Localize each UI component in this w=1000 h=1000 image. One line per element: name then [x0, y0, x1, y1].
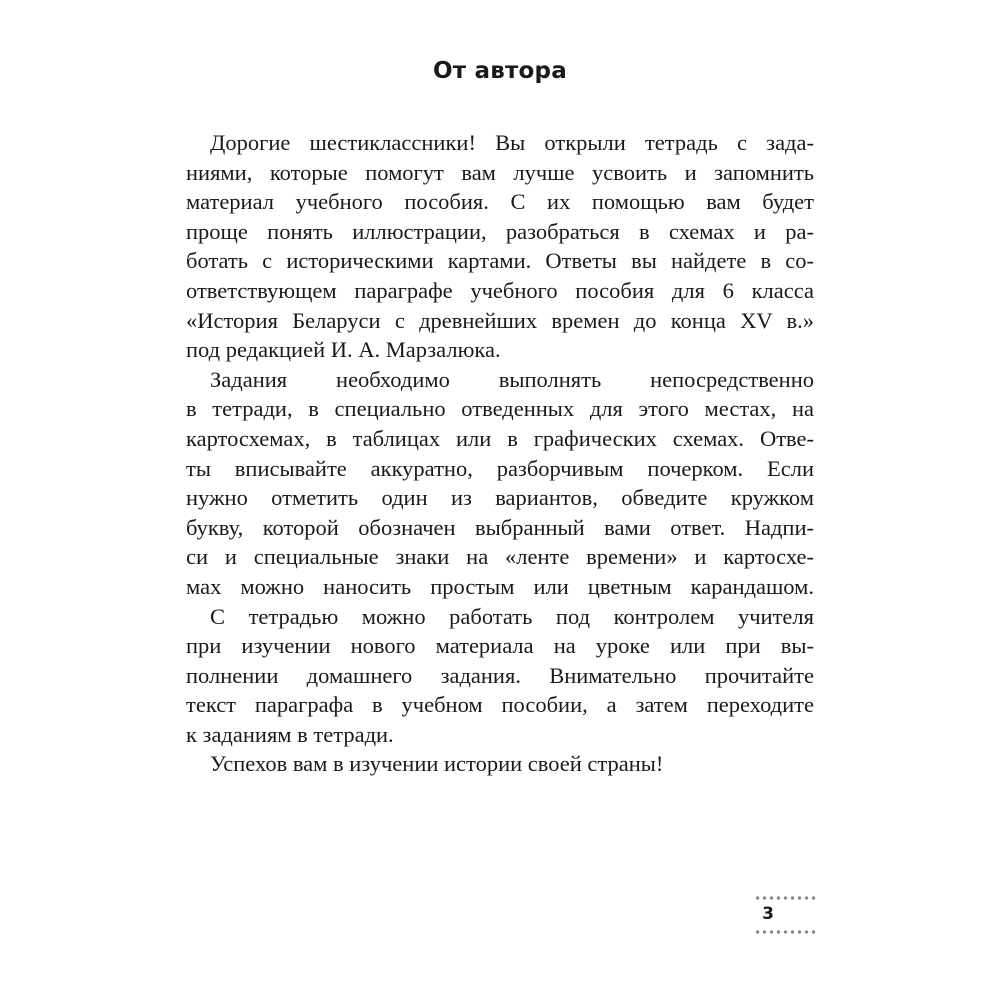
text-line: мах можно наносить простым или цветным карандашом.	[186, 573, 814, 599]
text-line: си и специальные знаки на «ленте времени» и картосхе-	[186, 544, 814, 570]
text-line: ниями, которые помогут вам лучше усвоить и запомнить	[186, 159, 814, 185]
page-number: 3	[762, 904, 774, 924]
text-line: Успехов вам в изучении истории своей страны!	[210, 751, 664, 777]
text-line: текст параграфа в учебном пособии, а затем переходите	[186, 692, 814, 718]
text-line: Задания необходимо выполнять непосредственно	[210, 366, 814, 392]
dotted-rule-top	[754, 896, 816, 900]
text-line: к заданиям в тетради.	[186, 721, 394, 747]
text-line: материал учебного пособия. С их помощью вам будет	[186, 189, 814, 215]
page-number-box	[754, 896, 816, 934]
text-line: «История Беларуси с древнейших времен до конца XV в.»	[186, 307, 814, 333]
text-line: проще понять иллюстрации, разобраться в схемах и ра-	[186, 218, 814, 244]
text-line: С тетрадью можно работать под контролем учителя	[210, 603, 814, 629]
text-line: ботать с историческими картами. Ответы вы найдете в со-	[186, 248, 814, 274]
text-line: ответствующем параграфе учебного пособия для 6 класса	[186, 277, 814, 303]
text-line: в тетради, в специально отведенных для этого местах, на	[186, 396, 814, 422]
text-line: нужно отметить один из вариантов, обведите кружком	[186, 485, 814, 511]
page-title: От автора	[433, 58, 567, 84]
text-line: Дорогие шестиклассники! Вы открыли тетрадь с зада-	[210, 130, 814, 155]
dotted-rule-bottom	[754, 930, 816, 934]
text-line: букву, которой обозначен выбранный вами ответ. Надпи-	[186, 514, 814, 540]
text-line: при изучении нового материала на уроке или при вы-	[186, 633, 814, 659]
body-text	[186, 128, 814, 779]
text-line: картосхемах, в таблицах или в графических схемах. Отве-	[186, 425, 814, 451]
text-line: полнении домашнего задания. Внимательно прочитайте	[186, 662, 814, 688]
text-line: ты вписывайте аккуратно, разборчивым почерком. Если	[186, 455, 814, 481]
text-line: под редакцией И. А. Марзалюка.	[186, 337, 501, 363]
